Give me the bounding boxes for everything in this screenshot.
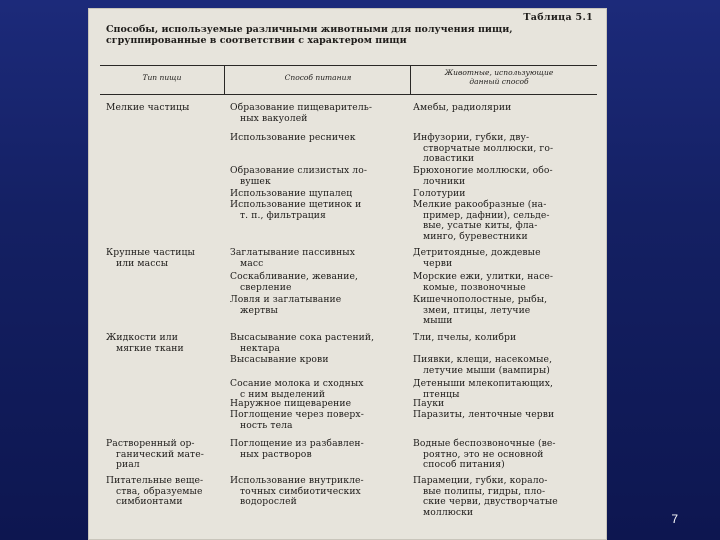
animals-cell	[413, 248, 585, 269]
animals-cell-line: Морские ежи, улитки, насе-	[413, 271, 554, 282]
food-type-cell	[106, 439, 224, 471]
header-food-type: Тип пищи	[142, 73, 182, 82]
header-bottom-rule	[100, 94, 597, 95]
header-divider-2	[410, 65, 411, 94]
animals-cell	[413, 272, 585, 293]
animals-cell-line: Водные беспозвоночные (ве-	[413, 438, 556, 449]
food-type-cell-line: или массы	[116, 257, 169, 269]
animals-cell-line: Амебы, радиолярии	[413, 102, 512, 113]
animals-cell-line: летучие мыши (вампиры)	[423, 364, 550, 376]
header-top-rule	[100, 65, 597, 66]
feeding-method-cell-line: жертвы	[240, 304, 278, 316]
animals-cell-line: Детритоядные, дождевые	[413, 247, 541, 258]
animals-cell-line: вые, усатые киты, фла-	[423, 220, 538, 232]
feeding-method-cell	[230, 476, 406, 508]
animals-cell-line: Инфузории, губки, дву-	[413, 132, 530, 143]
animals-cell-line: комые, позвоночные	[423, 281, 526, 293]
feeding-method-cell-line: вушек	[240, 175, 271, 187]
feeding-method-cell	[230, 189, 406, 200]
feeding-method-cell	[230, 295, 406, 316]
food-type-cell	[106, 333, 224, 354]
food-type-cell-line: риал	[116, 459, 140, 471]
food-type-cell-line: Растворенный ор-	[106, 438, 195, 449]
caption-line-1: Способы, используемые различными животными для получения пищи,	[106, 24, 513, 35]
header-animals	[414, 68, 584, 86]
feeding-method-cell-line: ных вакуолей	[240, 112, 308, 124]
animals-cell-line: Тли, пчелы, колибри	[413, 332, 517, 343]
animals-cell-line: Паразиты, ленточные черви	[413, 409, 555, 420]
food-type-cell	[106, 103, 224, 114]
feeding-method-cell-line: Образование слизистых ло-	[230, 165, 368, 176]
feeding-method-cell-line: Высасывание крови	[230, 354, 329, 365]
animals-cell-line: птенцы	[423, 388, 460, 400]
animals-cell-line: мыши	[423, 315, 453, 327]
animals-cell	[413, 133, 585, 165]
feeding-method-cell	[230, 355, 406, 366]
food-type-cell-line: Жидкости или	[106, 332, 178, 343]
food-type-cell-line: Крупные частицы	[106, 247, 195, 258]
food-type-cell-line: симбионтами	[116, 496, 183, 508]
animals-cell	[413, 355, 585, 376]
feeding-method-cell-line: Сосание молока и сходных	[230, 378, 364, 389]
table-caption	[106, 24, 566, 46]
feeding-method-cell	[230, 103, 406, 124]
slide-number: 7	[671, 512, 678, 526]
animals-cell-line: минго, буревестники	[423, 230, 528, 242]
animals-cell-line: пример, дафнии), сельде-	[423, 209, 550, 221]
animals-cell-line: Пиявки, клещи, насекомые,	[413, 354, 553, 365]
feeding-method-cell-line: Заглатывание пассивных	[230, 247, 355, 258]
animals-cell	[413, 476, 585, 518]
feeding-method-cell-line: масс	[240, 257, 264, 269]
feeding-method-cell-line: Наружное пищеварение	[230, 398, 352, 409]
feeding-method-cell-line: ных растворов	[240, 448, 312, 460]
feeding-method-cell-line: точных симбиотических	[240, 485, 361, 497]
food-type-cell-line: Питательные веще-	[106, 475, 204, 486]
feeding-method-cell-line: Ловля и заглатывание	[230, 294, 342, 305]
feeding-method-cell	[230, 399, 406, 410]
animals-cell	[413, 410, 585, 421]
animals-cell-line: Пауки	[413, 398, 445, 409]
feeding-method-cell-line: нектара	[240, 342, 280, 354]
header-animals-line-2: данный способ	[469, 77, 529, 86]
animals-cell-line: моллюски	[423, 506, 474, 518]
feeding-method-cell-line: с ним выделений	[240, 388, 326, 400]
animals-cell-line: змеи, птицы, летучие	[423, 304, 531, 316]
feeding-method-cell-line: Использование щупалец	[230, 188, 353, 199]
feeding-method-cell	[230, 133, 406, 144]
animals-cell	[413, 333, 585, 344]
feeding-method-cell-line: Соскабливание, жевание,	[230, 271, 359, 282]
animals-cell-line: ские черви, двустворчатые	[423, 496, 558, 508]
feeding-method-cell	[230, 333, 406, 354]
animals-cell-line: способ питания)	[423, 459, 505, 471]
feeding-method-cell	[230, 379, 406, 400]
animals-cell	[413, 439, 585, 471]
food-type-cell-line: Мелкие частицы	[106, 102, 190, 113]
animals-cell-line: створчатые моллюски, го-	[423, 142, 554, 154]
animals-cell-line: роятно, это не основной	[423, 448, 544, 460]
feeding-method-cell-line: Поглощение из разбавлен-	[230, 438, 364, 449]
header-divider-1	[224, 65, 225, 94]
animals-cell-line: Парамеции, губки, корало-	[413, 475, 548, 486]
animals-cell-line: лочники	[423, 175, 466, 187]
animals-cell	[413, 399, 585, 410]
feeding-method-cell	[230, 166, 406, 187]
food-type-cell-line: ганический мате-	[116, 448, 204, 460]
animals-cell-line: Голотурии	[413, 188, 466, 199]
feeding-method-cell-line: сверление	[240, 281, 292, 293]
header-animals-line-1: Животные, использующие	[444, 68, 554, 77]
food-type-cell-line: ства, образуемые	[116, 485, 203, 497]
feeding-method-cell-line: ность тела	[240, 419, 293, 431]
animals-cell	[413, 295, 585, 327]
animals-cell-line: ловастики	[423, 153, 475, 165]
feeding-method-cell	[230, 272, 406, 293]
animals-cell	[413, 103, 585, 114]
animals-cell	[413, 189, 585, 200]
caption-line-2: сгруппированные в соответствии с характером пищи	[106, 35, 407, 46]
feeding-method-cell-line: Использование щетинок и	[230, 199, 362, 210]
feeding-method-cell-line: Высасывание сока растений,	[230, 332, 375, 343]
animals-cell-line: вые полипы, гидры, пло-	[423, 485, 546, 497]
feeding-method-cell-line: Использование внутрикле-	[230, 475, 364, 486]
food-type-cell	[106, 476, 224, 508]
animals-cell-line: Детеныши млекопитающих,	[413, 378, 554, 389]
animals-cell-line: Кишечнополостные, рыбы,	[413, 294, 548, 305]
animals-cell	[413, 379, 585, 400]
feeding-method-cell	[230, 410, 406, 431]
feeding-method-cell-line: Образование пищеваритель-	[230, 102, 373, 113]
feeding-method-cell-line: Поглощение через поверх-	[230, 409, 364, 420]
header-feeding-method: Способ питания	[284, 73, 352, 82]
animals-cell-line: Мелкие ракообразные (на-	[413, 199, 547, 210]
animals-cell-line: Брюхоногие моллюски, обо-	[413, 165, 553, 176]
table-number: Таблица 5.1	[523, 12, 593, 23]
animals-cell	[413, 166, 585, 187]
feeding-method-cell-line: т. п., фильтрация	[240, 209, 326, 221]
animals-cell-line: черви	[423, 257, 453, 269]
food-type-cell-line: мягкие ткани	[116, 342, 184, 354]
animals-cell	[413, 200, 585, 242]
feeding-method-cell	[230, 439, 406, 460]
feeding-method-cell	[230, 200, 406, 221]
feeding-method-cell-line: Использование ресничек	[230, 132, 356, 143]
food-type-cell	[106, 248, 224, 269]
feeding-method-cell	[230, 248, 406, 269]
scanned-table-image	[88, 8, 607, 540]
feeding-method-cell-line: водорослей	[240, 496, 297, 508]
